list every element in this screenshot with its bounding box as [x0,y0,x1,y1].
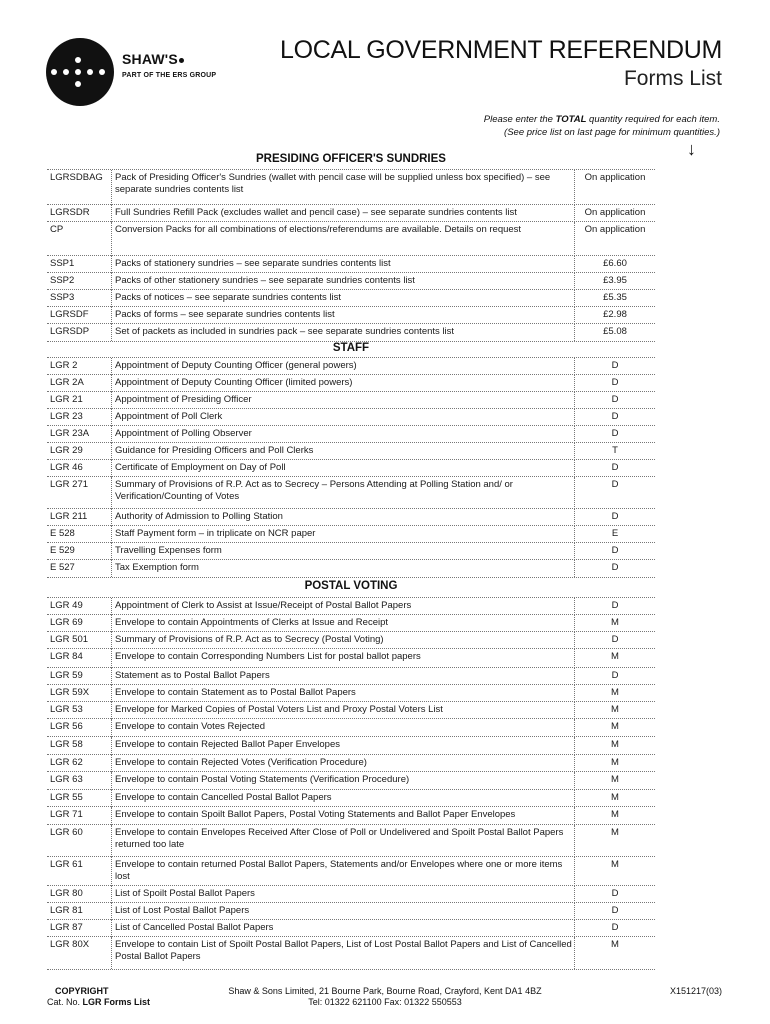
footer-address [200,986,570,1008]
table-row [47,806,655,825]
form-code: LGR 23A [50,428,90,439]
form-description: Appointment of Poll Clerk [111,409,574,426]
form-code: E 529 [50,545,75,556]
table-row [47,442,655,460]
form-description: Authority of Admission to Polling Station [111,509,574,526]
table-row [47,902,655,920]
form-description: Summary of Provisions of R.P. Act as to Secrecy (Postal Voting) [111,632,574,649]
table-row [47,459,655,477]
form-description: Pack of Presiding Officer's Sundries (wallet with pencil case will be supplied unless box specified) – see separate sundries contents list [111,170,574,205]
form-price: D [574,920,655,937]
footer-reference: X151217(03) [669,986,722,996]
table-row [47,736,655,755]
form-description: Envelope to contain Corresponding Numbers List for postal ballot papers [111,649,574,668]
form-code: LGRSDP [50,326,90,337]
form-code: LGR 29 [50,445,83,456]
form-price: M [574,825,655,857]
form-description: Packs of forms – see separate sundries contents list [111,307,574,324]
form-description: Envelope to contain Statement as to Postal Ballot Papers [111,685,574,702]
form-price: D [574,509,655,526]
form-description: Envelope to contain Votes Rejected [111,719,574,737]
form-code: SSP1 [50,258,75,269]
table-row [47,885,655,903]
form-description: Appointment of Clerk to Assist at Issue/Receipt of Postal Ballot Papers [111,598,574,615]
form-code: LGR 56 [50,721,83,732]
form-description: Envelope to contain returned Postal Ballot Papers, Statements and/or Envelopes where one or more items lost [111,857,574,886]
form-price: On application [574,170,655,205]
form-price: M [574,649,655,668]
form-description: Envelope to contain Cancelled Postal Ballot Papers [111,790,574,807]
form-description: Envelope to contain Rejected Ballot Paper Envelopes [111,737,574,755]
form-price: D [574,409,655,426]
company-address: Shaw & Sons Limited, 21 Bourne Park, Bourne Road, Crayford, Kent DA1 4BZ [228,986,542,996]
table-row [47,919,655,937]
form-price: M [574,737,655,755]
table-row [47,508,655,526]
table-row [47,306,655,324]
form-code: LGR 55 [50,792,83,803]
form-code: LGR 2A [50,377,84,388]
form-code: CP [50,224,64,235]
form-description: Envelope to contain Spoilt Ballot Papers, Postal Voting Statements and Ballot Paper Envelopes [111,807,574,825]
form-price: D [574,598,655,615]
form-price: M [574,719,655,737]
form-description: Envelope for Marked Copies of Postal Voters List and Proxy Postal Voters List [111,702,574,719]
form-description: Set of packets as included in sundries pack – see separate sundries contents list [111,324,574,341]
form-code: LGRSDBAG [50,172,103,183]
company-contact: Tel: 01322 621100 Fax: 01322 550553 [308,997,462,1007]
form-description: Appointment of Presiding Officer [111,392,574,409]
form-code: LGR 211 [50,511,88,522]
form-price: M [574,807,655,825]
form-code: LGR 59 [50,670,83,681]
form-description: Packs of other stationery sundries – see separate sundries contents list [111,273,574,290]
table-row [47,559,655,578]
form-code: LGRSDF [50,309,89,320]
form-price: M [574,615,655,632]
table-row [47,272,655,290]
form-description: Tax Exemption form [111,560,574,577]
table-row [47,289,655,307]
form-description: Conversion Packs for all combinations of elections/referendums are available. Details on request [111,222,574,256]
form-price: M [574,755,655,772]
table-row [47,856,655,886]
form-price: E [574,526,655,543]
form-description: Appointment of Deputy Counting Officer (limited powers) [111,375,574,392]
table-row [47,204,655,222]
table-row [47,476,655,509]
form-description: List of Lost Postal Ballot Papers [111,903,574,920]
form-code: LGR 62 [50,757,83,768]
form-description: Guidance for Presiding Officers and Poll Clerks [111,443,574,460]
form-description: Summary of Provisions of R.P. Act as to Secrecy – Persons Attending at Polling Station and/ or Verification/Counting of Votes [111,477,574,509]
page-subtitle: Forms List [623,67,722,90]
table-row [47,425,655,443]
form-price: D [574,392,655,409]
form-code: LGR 81 [50,905,83,916]
instruction-line-1: Please enter the TOTAL quantity required for each item. [483,114,720,125]
form-code: LGR 60 [50,827,83,838]
form-description: Appointment of Deputy Counting Officer (general powers) [111,358,574,375]
table-row [47,597,655,615]
table-row [47,936,655,970]
form-description: Envelope to contain List of Spoilt Postal Ballot Papers, List of Lost Postal Ballot Papers and List of Cancelled Postal Ballot Papers [111,937,574,969]
form-code: LGR 49 [50,600,83,611]
table-row [47,525,655,543]
form-code: LGRSDR [50,207,90,218]
form-description: Packs of stationery sundries – see separate sundries contents list [111,256,574,273]
form-price: D [574,560,655,577]
brand-name: SHAW'S [122,51,184,67]
table-row [47,255,655,273]
table-row [47,771,655,790]
form-description: Statement as to Postal Ballot Papers [111,668,574,685]
form-price: On application [574,205,655,222]
form-code: LGR 23 [50,411,83,422]
table-row [47,667,655,685]
form-description: Envelope to contain Envelopes Received After Close of Poll or Undelivered and Spoilt Postal Ballot Papers returned too late [111,825,574,857]
table-row [47,614,655,632]
form-code: LGR 61 [50,859,83,870]
table-row [47,789,655,807]
form-price: T [574,443,655,460]
form-description: Envelope to contain Rejected Votes (Verification Procedure) [111,755,574,772]
form-code: LGR 59X [50,687,90,698]
table-row [47,408,655,426]
arrow-down-icon: ↓ [687,139,696,159]
table-row [47,374,655,392]
table-row [47,684,655,702]
form-price: D [574,460,655,477]
section-heading: PRESIDING OFFICER'S SUNDRIES [256,153,446,165]
table-row [47,323,655,342]
table-row [47,754,655,772]
form-code: LGR 21 [50,394,83,405]
form-code: LGR 87 [50,922,83,933]
form-code: LGR 53 [50,704,83,715]
form-code: LGR 80 [50,888,83,899]
form-description: Certificate of Employment on Day of Poll [111,460,574,477]
form-price: M [574,937,655,969]
form-code: LGR 84 [50,651,83,662]
form-price: D [574,903,655,920]
form-price: M [574,790,655,807]
footer-copyright [47,986,150,1008]
form-price: D [574,426,655,443]
form-code: LGR 69 [50,617,83,628]
table-row [47,542,655,560]
form-price: £6.60 [574,256,655,273]
form-description: Appointment of Polling Observer [111,426,574,443]
form-code: LGR 80X [50,939,90,950]
form-code: LGR 46 [50,462,83,473]
page-title: LOCAL GOVERNMENT REFERENDUM [280,36,722,64]
table-row [47,701,655,719]
table-row [47,221,655,256]
table-row [47,824,655,857]
form-price: M [574,772,655,790]
form-code: LGR 2 [50,360,78,371]
form-price: £3.95 [574,273,655,290]
form-price: D [574,358,655,375]
table-row [47,169,655,205]
form-price: D [574,632,655,649]
shaws-logo-icon [46,38,114,106]
form-description: Envelope to contain Appointments of Clerks at Issue and Receipt [111,615,574,632]
form-code: E 528 [50,528,75,539]
form-price: M [574,857,655,886]
form-code: LGR 58 [50,739,83,750]
copyright-label: COPYRIGHT [55,986,109,996]
section-heading: STAFF [332,342,370,354]
form-code: SSP2 [50,275,75,286]
form-price: D [574,477,655,509]
form-description: Travelling Expenses form [111,543,574,560]
form-price: D [574,543,655,560]
form-description: Staff Payment form – in triplicate on NCR paper [111,526,574,543]
form-price: M [574,685,655,702]
form-price: M [574,702,655,719]
table-row [47,391,655,409]
form-code: E 527 [50,562,75,573]
instruction-line-2: (See price list on last page for minimum quantities.) [504,127,720,138]
table-row [47,357,655,375]
table-row [47,648,655,668]
form-description: List of Cancelled Postal Ballot Papers [111,920,574,937]
form-price: On application [574,222,655,256]
form-price: £5.08 [574,324,655,341]
table-row [47,718,655,737]
form-price: D [574,375,655,392]
form-price: £2.98 [574,307,655,324]
form-price: D [574,886,655,903]
form-description: List of Spoilt Postal Ballot Papers [111,886,574,903]
form-description: Packs of notices – see separate sundries contents list [111,290,574,307]
form-price: £5.35 [574,290,655,307]
form-price: D [574,668,655,685]
form-code: LGR 63 [50,774,83,785]
form-description: Full Sundries Refill Pack (excludes wallet and pencil case) – see separate sundries contents list [111,205,574,222]
form-code: LGR 501 [50,634,89,645]
brand-tagline: PART OF THE ERS GROUP [122,72,217,79]
form-code: LGR 271 [50,479,89,490]
form-code: SSP3 [50,292,75,303]
form-code: LGR 71 [50,809,83,820]
table-row [47,631,655,649]
section-heading: POSTAL VOTING [304,580,398,592]
catalogue-number: Cat. No. LGR Forms List [47,997,151,1007]
form-description: Envelope to contain Postal Voting Statements (Verification Procedure) [111,772,574,790]
